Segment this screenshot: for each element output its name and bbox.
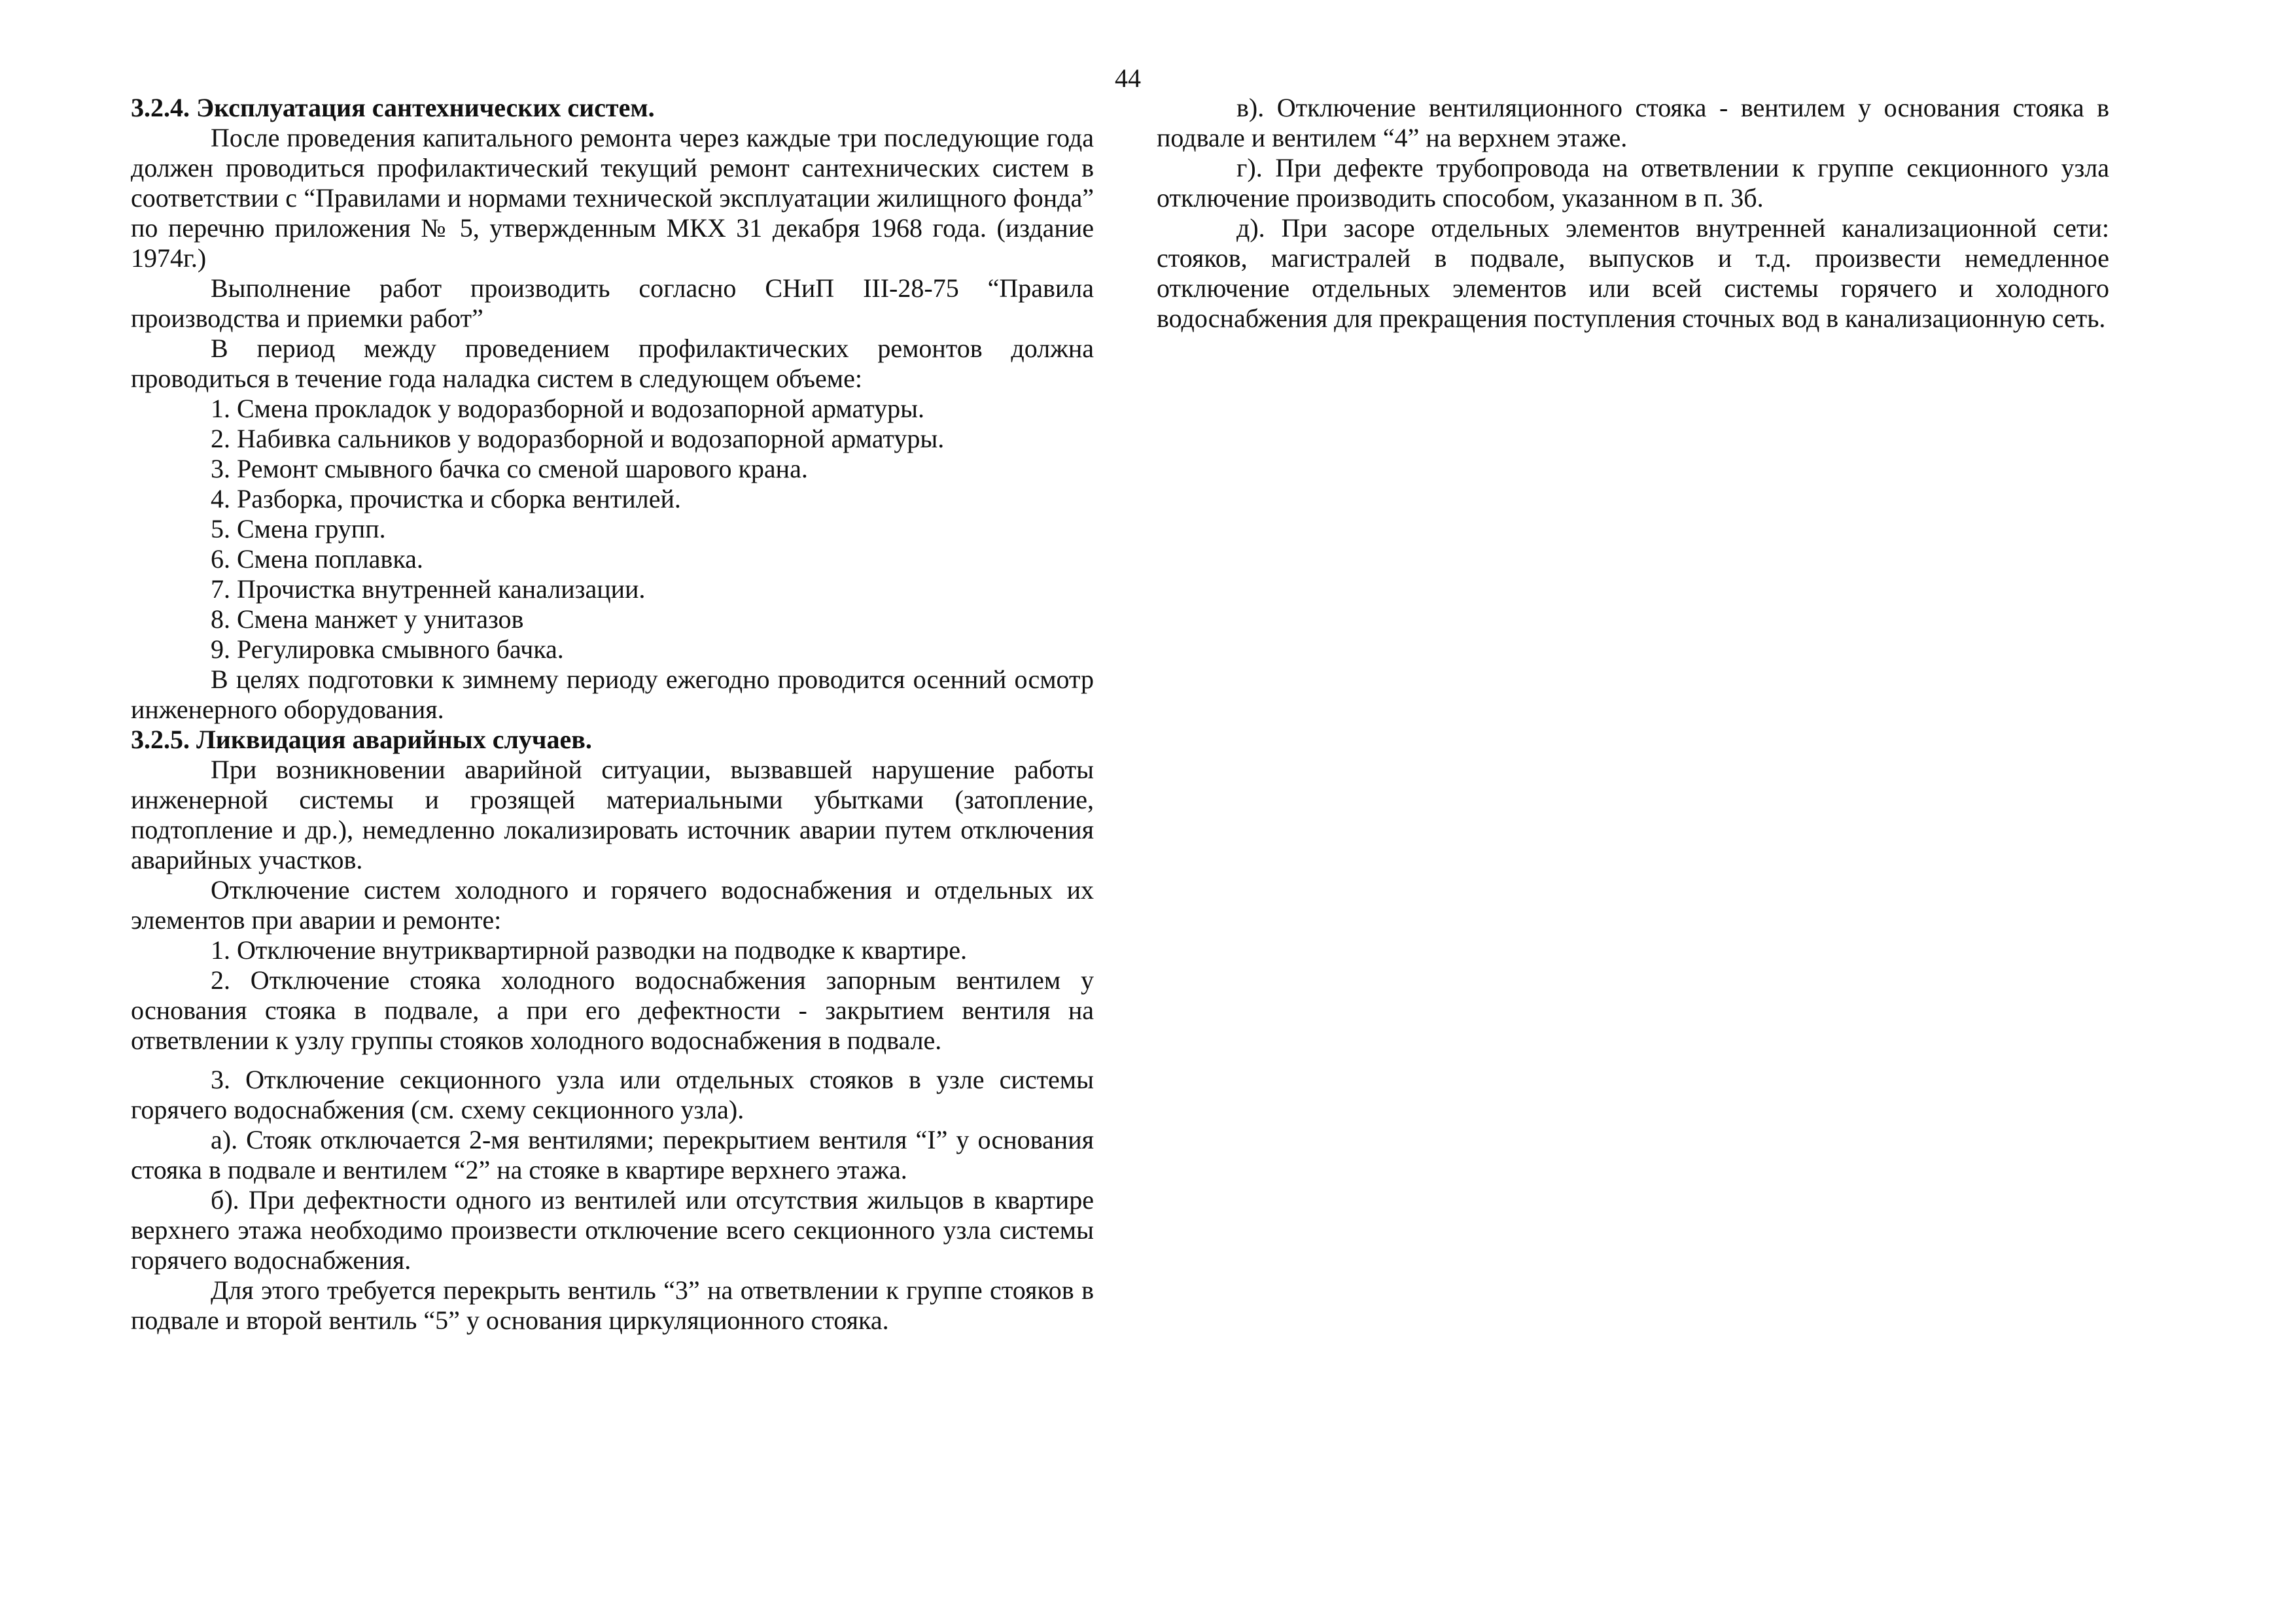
list-item: 1. Смена прокладок у водоразборной и водозапорной арматуры. [211, 394, 924, 423]
list-item: 5. Смена групп. [211, 514, 386, 544]
list-item: 2. Набивка сальников у водоразборной и водозапорной арматуры. [211, 424, 945, 453]
page-number: 44 [1115, 63, 1141, 93]
list-item: 8. Смена манжет у унитазов [211, 604, 524, 634]
paragraph-emergency: При возникновении аварийной ситуации, вызвавшей нарушение работы инженерной системы и грозящей материальными убытками (затопление, подтопление и др.), немедленно локализировать источник аварии путем отключения аварийных участков. [131, 755, 1094, 874]
paragraph-shutdown-3g: г). При дефекте трубопровода на ответвлении к группе секционного узла отключение производить способом, указанном в п. 3б. [1157, 153, 2109, 213]
section-heading-3-2-4: 3.2.4. Эксплуатация сантехнических систем. [131, 93, 655, 122]
paragraph-shutdown-3b: б). При дефектности одного из вентилей или отсутствия жильцов в квартире верхнего этажа необходимо произвести отключение всего секционного узла системы горячего водоснабжения. [131, 1185, 1094, 1275]
right-column [1157, 93, 2109, 334]
paragraph-shutdown-3d: д). При засоре отдельных элементов внутренней канализационной сети: стояков, магистралей в подвале, выпусков и т.д. произвести немедленное отключение отдельных элементов или всей системы горячего и холодного водоснабжения для прекращения поступления сточных вод в канализационную сеть. [1157, 213, 2109, 333]
paragraph-shutdown-3a: а). Стояк отключается 2-мя вентилями; перекрытием вентиля “I” у основания стояка в подвале и вентилем “2” на стояке в квартире верхнего этажа. [131, 1125, 1094, 1184]
section-heading-3-2-5: 3.2.5. Ликвидация аварийных случаев. [131, 725, 592, 754]
left-column [131, 93, 1094, 1336]
paragraph-valve-3-5: Для этого требуется перекрыть вентиль “3” на ответвлении к группе стояков в подвале и второй вентиль “5” у основания циркуляционного стояка. [131, 1275, 1094, 1335]
list-item: 6. Смена поплавка. [211, 544, 423, 574]
paragraph-winter-prep: В целях подготовки к зимнему периоду ежегодно проводится осенний осмотр инженерного оборудования. [131, 665, 1094, 724]
paragraph-shutdown-intro: Отключение систем холодного и горячего водоснабжения и отдельных их элементов при аварии и ремонте: [131, 875, 1094, 935]
paragraph-shutdown-2: 2. Отключение стояка холодного водоснабжения запорным вентилем у основания стояка в подвале, а при его дефектности - закрытием вентиля на ответвлении к узлу группы стояков холодного водоснабжения в подвале. [131, 965, 1094, 1055]
paragraph-snip: Выполнение работ производить согласно СНиП III-28-75 “Правила производства и приемки работ” [131, 273, 1094, 333]
paragraph-shutdown-1: 1. Отключение внутриквартирной разводки на подводке к квартире. [211, 935, 968, 965]
paragraph-adjustment-scope: В период между проведением профилактических ремонтов должна проводиться в течение года наладка систем в следующем объеме: [131, 334, 1094, 393]
list-item: 9. Регулировка смывного бачка. [211, 634, 564, 664]
list-item: 7. Прочистка внутренней канализации. [211, 574, 646, 604]
list-item: 4. Разборка, прочистка и сборка вентилей. [211, 484, 681, 513]
paragraph-capital-repair: После проведения капитального ремонта через каждые три последующие года должен проводиться профилактический текущий ремонт сантехнических систем в соответствии с “Правилами и нормами технической эксплуатации жилищного фонда” по перечню приложения № 5, утвержденным МКХ 31 декабря 1968 года. (издание 1974г.) [131, 123, 1094, 273]
paragraph-shutdown-3v: в). Отключение вентиляционного стояка - вентилем у основания стояка в подвале и вентилем “4” на верхнем этаже. [1157, 93, 2109, 152]
list-item: 3. Ремонт смывного бачка со сменой шарового крана. [211, 454, 808, 483]
paragraph-shutdown-3: 3. Отключение секционного узла или отдельных стояков в узле системы горячего водоснабжения (см. схему секционного узла). [131, 1065, 1094, 1124]
